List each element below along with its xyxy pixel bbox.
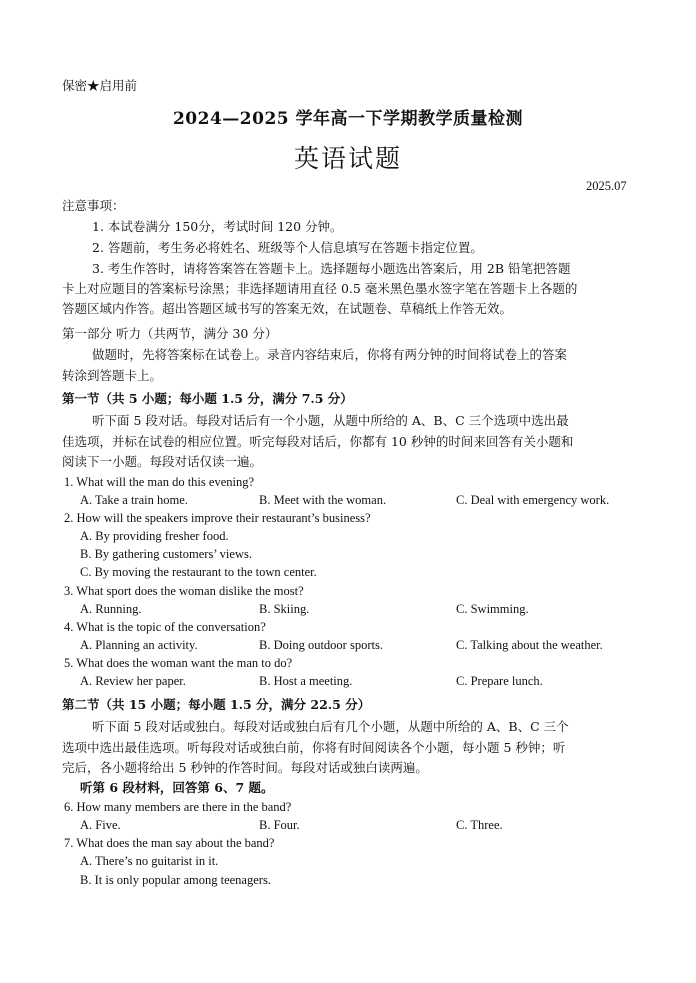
question-7: 7. What does the man say about the band?: [64, 836, 275, 850]
note-3-line-3: 答题区域内作答。超出答题区域书写的答案无效，在试题卷、草稿纸上作答无效。: [62, 301, 513, 316]
confidential-label: 保密★启用前: [62, 78, 138, 93]
note-3-line-2: 卡上对应题目的答案标号涂黑；非选择题请用直径 0.5 毫米黑色墨水签字笔在答题卡上各题的: [62, 281, 578, 296]
note-1: 1. 本试卷满分 150分，考试时间 120 分钟。: [92, 219, 343, 234]
question-5: 5. What does the woman want the man to do?: [64, 656, 293, 670]
section2-heading: 第二节（共 15 小题；每小题 1.5 分，满分 22.5 分）: [62, 697, 371, 712]
q4-option-b: B. Doing outdoor sports.: [259, 638, 383, 652]
q6-option-c: C. Three.: [456, 818, 503, 832]
section2-intro-line-2: 选项中选出最佳选项。听每段对话或独白前，你将有时间阅读各个小题，每小题 5 秒钟；听: [62, 740, 566, 755]
note-2: 2. 答题前，考生务必将姓名、班级等个人信息填写在答题卡指定位置。: [92, 240, 483, 255]
exam-date: 2025.07: [586, 179, 627, 193]
q7-option-b: B. It is only popular among teenagers.: [80, 873, 271, 887]
question-6: 6. How many members are there in the band?: [64, 800, 292, 814]
q3-option-c: C. Swimming.: [456, 602, 529, 616]
q5-option-c: C. Prepare lunch.: [456, 674, 543, 688]
q2-option-c: C. By moving the restaurant to the town center.: [80, 565, 317, 579]
q3-option-a: A. Running.: [80, 602, 142, 616]
q6-option-b: B. Four.: [259, 818, 300, 832]
q3-option-b: B. Skiing.: [259, 602, 310, 616]
exam-title: 2024—2025 学年高一下学期教学质量检测: [172, 109, 524, 129]
subject-title: 英语试题: [293, 144, 402, 173]
section1-heading: 第一节（共 5 小题；每小题 1.5 分，满分 7.5 分）: [62, 391, 353, 406]
q4-option-a: A. Planning an activity.: [80, 638, 198, 652]
q2-option-a: A. By providing fresher food.: [80, 529, 229, 543]
q5-option-a: A. Review her paper.: [80, 674, 186, 688]
section1-intro-line-3: 阅读下一小题。每段对话仅读一遍。: [62, 454, 263, 469]
q5-option-b: B. Host a meeting.: [259, 674, 353, 688]
section2-intro-line-1: 听下面 5 段对话或独白。每段对话或独白后有几个小题，从题中所给的 A、B、C 三个: [92, 719, 569, 734]
question-1: 1. What will the man do this evening?: [64, 475, 255, 489]
q4-option-c: C. Talking about the weather.: [456, 638, 603, 652]
question-3: 3. What sport does the woman dislike the most?: [64, 584, 304, 598]
section1-intro-line-2: 佳选项，并标在试卷的相应位置。听完每段对话后，你都有 10 秒钟的时间来回答有关小题和: [62, 434, 574, 449]
part1-intro-line-1: 做题时，先将答案标在试卷上。录音内容结束后，你将有两分钟的时间将试卷上的答案: [92, 347, 568, 362]
question-4: 4. What is the topic of the conversation?: [64, 620, 266, 634]
q2-option-b: B. By gathering customers’ views.: [80, 547, 252, 561]
section2-intro-line-3: 完后，各小题将给出 5 秒钟的作答时间。每段对话或独白读两遍。: [62, 760, 428, 775]
q1-option-a: A. Take a train home.: [80, 493, 188, 507]
part1-heading: 第一部分 听力（共两节，满分 30 分）: [62, 326, 278, 341]
material-6-instruction: 听第 6 段材料，回答第 6、7 题。: [80, 780, 274, 795]
q1-option-c: C. Deal with emergency work.: [456, 493, 610, 507]
q6-option-a: A. Five.: [80, 818, 121, 832]
notes-heading: 注意事项：: [62, 198, 125, 213]
q7-option-a: A. There’s no guitarist in it.: [80, 854, 219, 868]
q1-option-b: B. Meet with the woman.: [259, 493, 387, 507]
part1-intro-line-2: 转涂到答题卡上。: [62, 368, 163, 383]
section1-intro-line-1: 听下面 5 段对话。每段对话后有一个小题，从题中所给的 A、B、C 三个选项中选出最: [92, 413, 569, 428]
note-3-line-1: 3. 考生作答时，请将答案答在答题卡上。选择题每小题选出答案后，用 2B 铅笔把答题: [92, 261, 571, 276]
question-2: 2. How will the speakers improve their restaurant’s business?: [64, 511, 371, 525]
